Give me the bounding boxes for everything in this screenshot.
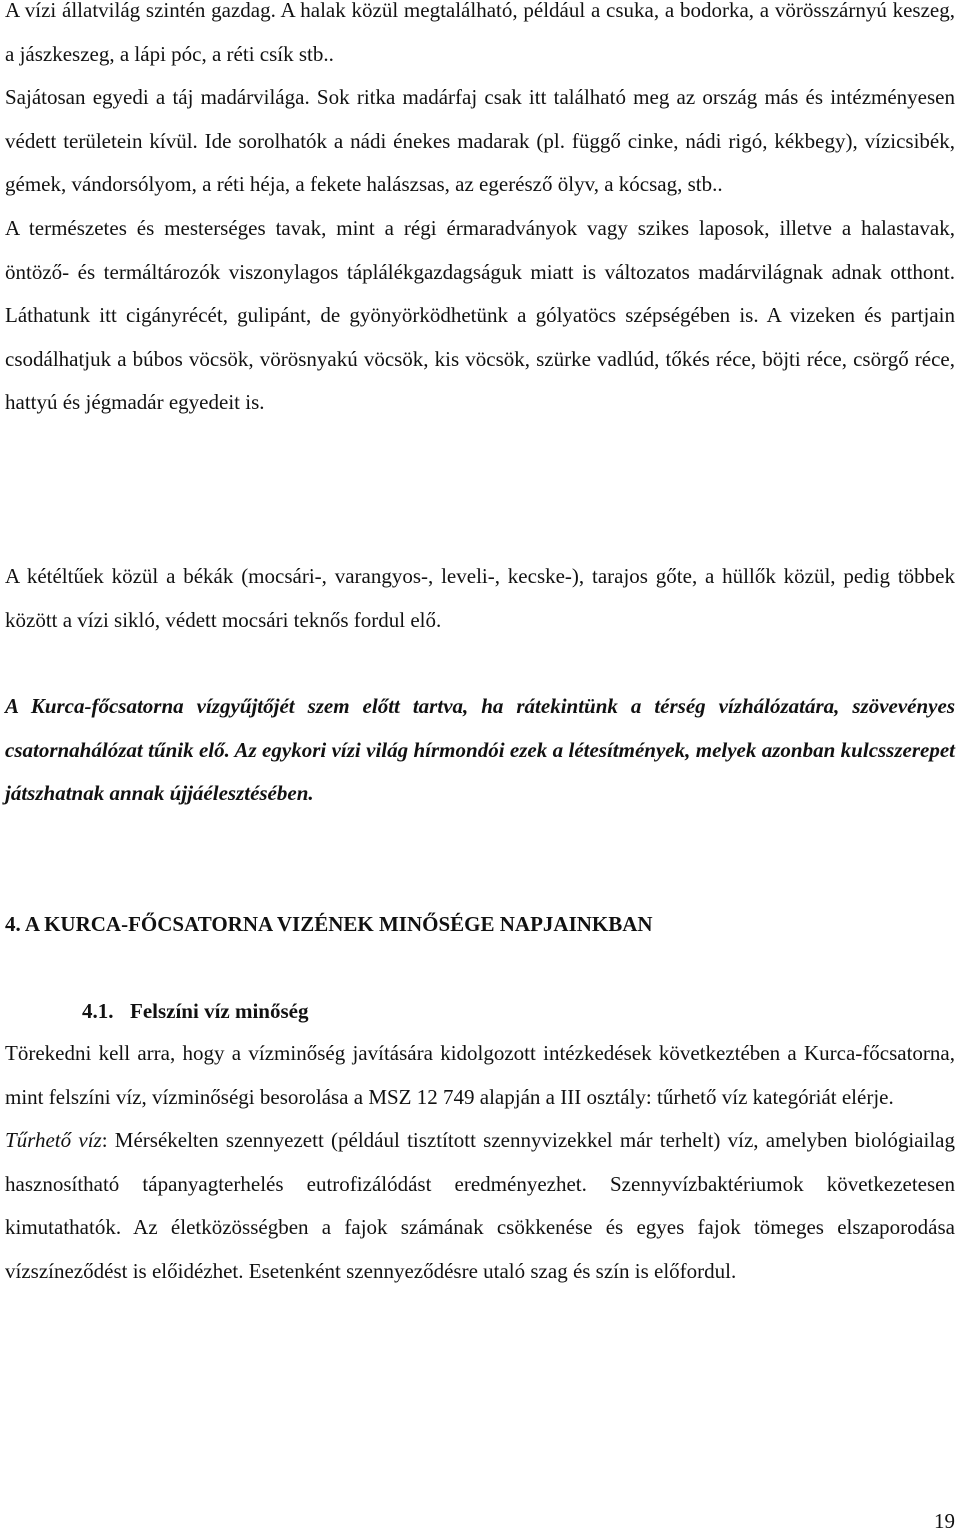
fauna-paragraphs <box>5 0 955 425</box>
chapter-heading: 4. A KURCA-FŐCSATORNA VIZÉNEK MINŐSÉGE NAPJAINKBAN <box>5 912 653 936</box>
water-quality-paragraph: Törekedni kell arra, hogy a vízminőség javítására kidolgozott intézkedések következtében a Kurca-főcsatorna, mint felszíni víz, vízminőségi besorolása a MSZ 12 749 alapján a III osztály: tűrhető víz kategóriát elérje. <box>5 1041 955 1109</box>
section-body <box>5 1032 955 1294</box>
tolerable-water-paragraph <box>5 1119 955 1293</box>
fish-paragraph: A vízi állatvilág szintén gazdag. A halak közül megtalálható, például a csuka, a bodorka, a vörösszárnyú keszeg, a jászkeszeg, a lápi póc, a réti csík stb.. <box>5 0 955 66</box>
tolerable-water-term: Tűrhető víz <box>5 1128 102 1153</box>
amphibians-section <box>5 555 955 642</box>
section-title: Felszíni víz minőség <box>130 999 309 1023</box>
birds-paragraph: Sajátosan egyedi a táj madárvilága. Sok ritka madárfaj csak itt található meg az ország más és intézményesen védett területein kívül. Ide sorolhatók a nádi énekes madarak (pl. függő cinke, nádi rigó, kékbegy), vízicsibék, gémek, vándorsólyom, a réti héja, a fekete halászsas, az egerésző ölyv, a kócsag, stb.. <box>5 85 955 197</box>
section-heading <box>82 989 308 1033</box>
emphasis-section <box>5 685 955 816</box>
amphibians-paragraph: A kétéltűek közül a békák (mocsári-, varangyos-, leveli-, kecske-), tarajos gőte, a hüllők közül, pedig többek között a vízi sikló, védett mocsári teknős fordul elő. <box>5 564 955 632</box>
tolerable-water-definition: : Mérsékelten szennyezett (például tisztított szennyvizekkel már terhelt) víz, amelyben biológiailag hasznosítható tápanyagterhelés eutrofizálódást eredményezhet. Szennyvízbaktériumok következetesen kimutathatók. Az életközösségben a fajok számának csökkenése és egyes fajok tömeges elszaporodása vízszíneződést is előidézhet. Esetenként szennyeződésre utaló szag és szín is előfordul. <box>5 1128 955 1283</box>
section-number: 4.1. <box>82 999 114 1023</box>
page-number: 19 <box>934 1509 955 1533</box>
emphasis-paragraph: A Kurca-főcsatorna vízgyűjtőjét szem előtt tartva, ha rátekintünk a térség vízhálózatára, szövevényes csatornahálózat tűnik elő. Az egykori vízi világ hírmondói ezek a létesítmények, melyek azonban kulcsszerepet játszhatnak annak újjáélesztésében. <box>5 694 955 806</box>
lakes-birds-paragraph: A természetes és mesterséges tavak, mint a régi érmaradványok vagy szikes laposok, illetve a halastavak, öntöző- és termáltározók viszonylagos táplálékgazdagságuk miatt is változatos madárvilágnak adnak otthont. Láthatunk itt cigányrécét, gulipánt, de gyönyörködhetünk a gólyatöcs szépségében is. A vizeken és partjain csodálhatjuk a búbos vöcsök, vörösnyakú vöcsök, kis vöcsök, szürke vadlúd, tőkés réce, böjti réce, csörgő réce, hattyú és jégmadár egyedeit is. <box>5 215 955 415</box>
